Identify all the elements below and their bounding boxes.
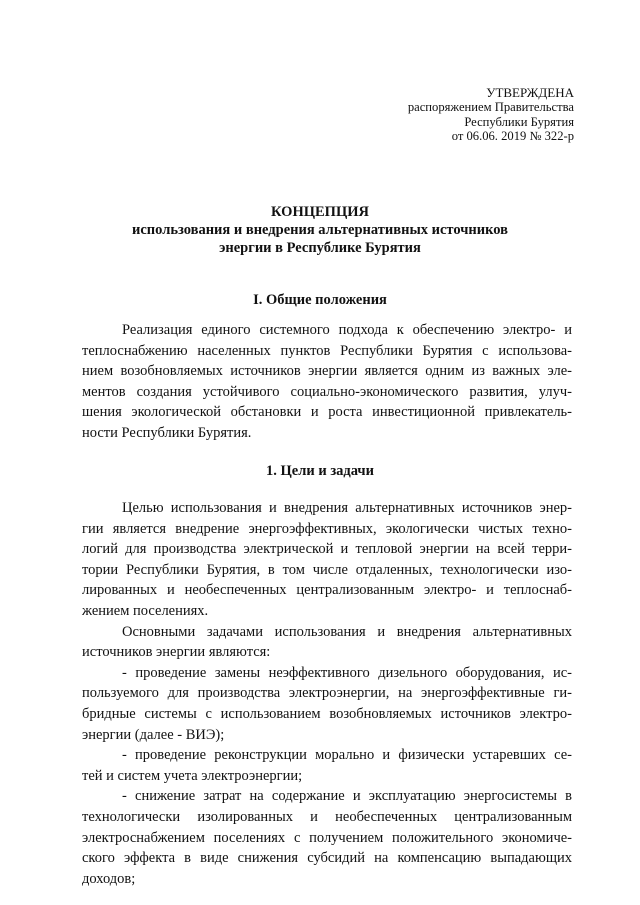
document-title-line: энергии в Республике Бурятия <box>219 240 421 256</box>
text-line: Реализация единого системного подхода к обеспечению электро- и <box>122 322 572 338</box>
list-item-line: энергии (далее - ВИЭ); <box>82 726 225 743</box>
approval-date-number: от 06.06. 2019 № 322-р <box>451 128 574 143</box>
section-heading-general: I. Общие положения <box>253 292 387 308</box>
text-line: Целью использования и внедрения альтернативных источников энер- <box>122 500 572 516</box>
list-item-line: бридные системы с использованием возобновляемых источников электро- <box>82 705 572 722</box>
text-line: теплоснабжению населенных пунктов Республики Бурятия с использова- <box>82 342 572 359</box>
approval-line: Республики Бурятия <box>464 114 574 129</box>
text-line: Основными задачами использования и внедрения альтернативных <box>122 623 572 640</box>
list-item-line: доходов; <box>82 870 136 887</box>
text-line: ности Республики Бурятия. <box>82 424 252 441</box>
document-title-main: КОНЦЕПЦИЯ <box>271 204 369 220</box>
text-line: шения экологической обстановки и роста инвестиционной привлекатель- <box>82 404 572 421</box>
approval-stamp <box>408 86 574 143</box>
section-heading-goals: 1. Цели и задачи <box>266 463 374 479</box>
list-item-line: ского эффекта в виде снижения субсидий на компенсацию выпадающих <box>82 850 572 867</box>
list-item-line: - проведение реконструкции морально и физически устаревших се- <box>122 747 572 764</box>
approval-line: распоряжением Правительства <box>407 100 574 115</box>
list-item-line: технологически изолированных и необеспеченных централизованным <box>82 808 572 825</box>
list-item-line: пользуемого для производства электроэнергии, на энергоэффективные ги- <box>82 685 572 702</box>
list-item-line: - проведение замены неэффективного дизельного оборудования, ис- <box>122 664 572 681</box>
text-line: жением поселениях. <box>82 602 209 619</box>
text-line: нием возобновляемых источников энергии является одним из важных эле- <box>82 363 572 380</box>
text-line: источников энергии являются: <box>82 644 271 661</box>
paragraph-general <box>82 320 572 444</box>
text-line: логий для производства электрической и тепловой энергии на всей терри- <box>82 541 572 558</box>
list-item-line: - снижение затрат на содержание и эксплуатацию энергосистемы в <box>122 788 572 805</box>
document-title-line: использования и внедрения альтернативных источников <box>131 222 509 238</box>
text-line: ментов создания устойчивого социально-экономического развития, улуч- <box>82 383 572 400</box>
list-item-line: тей и систем учета электроэнергии; <box>82 767 303 784</box>
approval-title: УТВЕРЖДЕНА <box>486 85 574 100</box>
text-line: тории Республики Бурятия, в том числе отдаленных, технологически изо- <box>82 561 572 578</box>
document-title <box>0 203 640 257</box>
text-line: гии является внедрение энергоэффективных, экологически чистых техно- <box>82 520 572 537</box>
text-line: лированных и необеспеченных централизованным электро- и теплоснаб- <box>82 582 572 599</box>
list-item-line: электроснабжением поселениях с получением положительного экономиче- <box>82 829 572 846</box>
paragraph-goals <box>82 498 572 889</box>
